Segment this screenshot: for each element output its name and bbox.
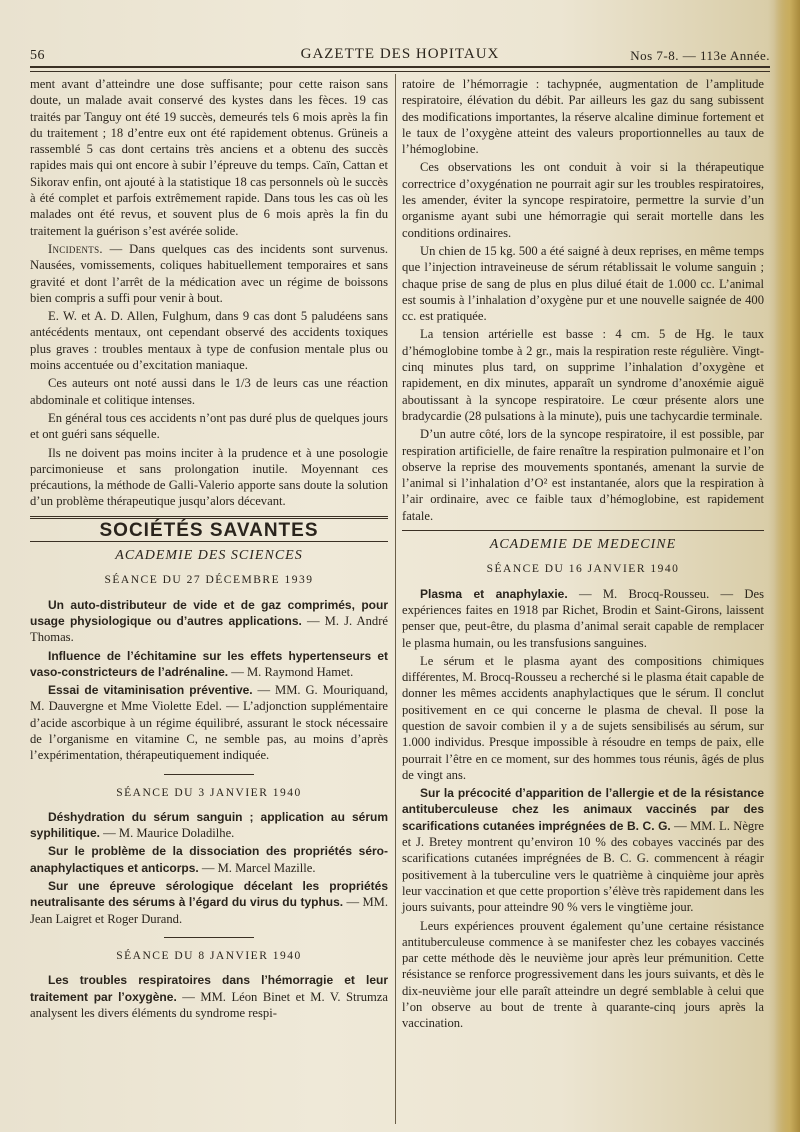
- seance-heading: SÉANCE DU 16 JANVIER 1940: [486, 563, 680, 576]
- separator: [402, 530, 764, 531]
- communication: [30, 809, 388, 842]
- communication-author: — MM. Jean Laigret et Roger Durand.: [30, 895, 389, 926]
- communication: [30, 972, 388, 1021]
- communication: [30, 682, 388, 763]
- communication: [30, 843, 388, 876]
- column-divider: [395, 74, 396, 1124]
- seance-heading: SÉANCE DU 27 DÉCEMBRE 1939: [104, 574, 314, 587]
- incidents-text: — Dans quelques cas des incidents sont survenus. Nausées, vomissements, coliques habituellement temporaires et sans gravité et dont l’arrêt de la médication avec un régime de boissons bien compris a suffi pour venir à bout.: [30, 241, 388, 305]
- communication-text: — MM. G. Mouriquand, M. Dauvergne et Mme Violette Edel. — L’adjonction supplémentaire d’acide ascorbique à un régime équilibré, assurant le stock nécessaire de l’organisme en vitamine C, ne semble pas, au moins d’après l’expérimentation, thérapeutiquement indiquée.: [30, 683, 388, 763]
- paragraph: Ces observations les ont conduit à voir si la thérapeutique correctrice d’oxygénation ne pourrait agir sur les troubles respiratoires, les amender, éviter la syncope respiratoire, permettre la survie d’un organisme ayant subi une hémorragie qui serait mortelle dans les conditions ordinaires.: [402, 160, 764, 240]
- communication-author: — MM. Léon Binet et M. V. Strumza analysent les divers éléments du syndrome respi-: [30, 989, 388, 1020]
- issue-number: Nos 7-8. — 113e Année.: [630, 48, 770, 63]
- journal-title: GAZETTE DES HOPITAUX: [300, 46, 500, 62]
- communication-title: Déshydration du sérum sanguin ; application au sérum syphilitique.: [30, 809, 388, 841]
- communication-text: — MM. L. Nègre et J. Bretey montrent qu’environ 10 % des cobayes vaccinés par des scarifications cutanées imprégnées de B. C. G. commencent à réagir positivement à la tuberculine vers le quatrième à cinquième jour après leur vaccination et que cette proportion s’élève très rapidement dans les jours suivants, pour atteindre 90 % vers le vingtième jour.: [402, 818, 764, 915]
- paragraph: ment avant d’atteindre une dose suffisante; pour cette raison sans doute, un malade avait conservé des kystes dans les fèces. 19 cas traités par Tanguy ont été 19 succès, demeurés tels 6 mois après la fin du traitement ; 18 d’entre eux ont été rapidement obtenus. Grüneis a rassemblé 5 cas dont certains très anciens et a obtenu des succès rapides mais qui ont encore à subir l’épreuve du temps. Caïn, Cattan et Sikorav enfin, ont ajouté à la statistique 18 cas personnels où le succès à été complet et parfois extrêmement rapide. Dans tous les cas où les malades ont été revus, et souvent plus de 6 mois après la fin du traitement la guérison s’est avérée solide.: [30, 77, 388, 238]
- header-rule: [30, 66, 770, 72]
- communication: [30, 878, 388, 927]
- paragraph: En général tous ces accidents n’ont pas duré plus de quelques jours et ont guéri sans séquelle.: [30, 410, 388, 442]
- communication: [30, 648, 388, 681]
- paragraph: La tension artérielle est basse : 4 cm. 5 de Hg. le taux d’hémoglobine tombe à 2 gr., mais la respiration reste régulière. Vingt-cinq minutes plus tard, on supprime l’inhalation d’oxygène et rapidement, en dix minutes, apparaît un syndrome d’anoxémie aiguë aboutissant à la syncope respiratoire. Le cœur présente alors une bradycardie (28 pulsations à la minute), puis une tachycardie terminale.: [402, 327, 764, 423]
- page-number: 56: [30, 48, 45, 63]
- communication-title: Sur la précocité d’apparition de l’allergie et de la résistance antituberculeuse chez les animaux vaccinés par des scarifications cutanées imprégnées de B. C. G.: [402, 786, 764, 833]
- communication-title: Plasma et anaphylaxie.: [420, 586, 568, 601]
- paragraph: Ces auteurs ont noté aussi dans le 1/3 de leurs cas une réaction abdominale et colitique intenses.: [30, 376, 388, 407]
- paragraph: Ils ne doivent pas moins inciter à la prudence et à une posologie parcimonieuse et sans prolongation inutile. Moyennant ces précautions, la méthode de Galli-Valerio apporte sans doute la solution d’un problème thérapeutique jusqu’alors décevant.: [30, 445, 388, 509]
- paragraph: Leurs expériences prouvent également qu’une certaine résistance antituberculeuse commence à se manifester chez les cobayes vaccinés par cette méthode dès le neuvième jour après leur prémunition. Cette résistance se renforce progressivement dans les jours suivants, et dès le dix-neuvième jour elle paraît atteindre un degré semblable à celui que l’on observe au bout de trente à quarante-cinq jours après la vaccination.: [402, 918, 764, 1031]
- communication-title: Les troubles respiratoires dans l’hémorragie et leur traitement par l’oxygène.: [30, 973, 388, 1004]
- communication-text: — M. Brocq-Rousseu. — Des expériences faites en 1918 par Richet, Brodin et Saint-Girons, laissent penser que, peut-être, du plasma d’animal serait capable de remplacer le plasma humain, ou les transfusions sanguines.: [402, 586, 764, 650]
- page-edge: [774, 0, 800, 1132]
- communication-title: Sur une épreuve sérologique décelant les propriétés neutralisante des sérums à l’égard du virus du typhus.: [30, 879, 388, 910]
- seance-heading: SÉANCE DU 3 JANVIER 1940: [116, 786, 302, 799]
- paragraph: E. W. et A. D. Allen, Fulghum, dans 9 cas dont 5 paludéens sans antécédents mentaux, ont cependant observé des accidents toxiques plus graves : troubles mentaux à type de confusion mentale plus ou moins accentuée ou d’excitation maniaque.: [30, 309, 388, 373]
- communication-author: — M. Raymond Hamet.: [228, 664, 354, 679]
- communication: [402, 785, 764, 915]
- page-header: [30, 44, 770, 68]
- communication-title: Essai de vitaminisation préventive.: [48, 683, 253, 698]
- communication-author: — M. J. André Thomas.: [30, 613, 388, 645]
- left-column: [30, 76, 388, 1023]
- communication-title: Sur le problème de la dissociation des propriétés séro-anaphylactiques et anticorps.: [30, 844, 388, 875]
- paragraph-incidents: [30, 241, 388, 306]
- incidents-label: Incidents.: [48, 241, 103, 256]
- paragraph: Un chien de 15 kg. 500 a été saigné à deux reprises, en même temps que l’injection intraveineuse de sérum rétablissait le volume sanguin ; chaque prise de sang de plus en plus dilué était de 1.000 cc. L’animal est soumis à l’inhalation d’oxygène pur et une nouvelle saignée de 400 cc. est pratiquée.: [402, 243, 764, 324]
- communication-title: Influence de l’échitamine sur les effets hypertenseurs et vaso-constricteurs de l’adrénaline.: [30, 648, 388, 679]
- seance-heading: SÉANCE DU 8 JANVIER 1940: [116, 949, 302, 962]
- separator: [164, 937, 254, 938]
- communication: [402, 586, 764, 651]
- paragraph: ratoire de l’hémorragie : tachypnée, augmentation de l’amplitude respiratoire, élévation du débit. Par ailleurs les gaz du sang subissent des modifications importantes, la réserve alcaline diminue fortement et le taux de l’oxygène atteint des valeurs proportionnelles au taux de l’hémoglobine.: [402, 77, 764, 157]
- communication-author: — M. Maurice Doladilhe.: [100, 826, 235, 841]
- separator: [164, 774, 254, 775]
- paragraph: D’un autre côté, lors de la syncope respiratoire, il est possible, par respiration artificielle, de faire renaître la respiration pulmonaire et l’on observe la reprise des mouvements spontanés, amenant la survie de l’animal si l’inhalation d’O² est instantanée, alors que la respiration à l’air ordinaire, avec ce faible taux d’hémoglobine, est rapidement fatale.: [402, 427, 764, 523]
- section-title: SOCIÉTÉS SAVANTES: [30, 516, 388, 542]
- communication: [30, 597, 388, 646]
- paragraph: Le sérum et le plasma ayant des compositions chimiques différentes, M. Brocq-Rousseu a recherché si le plasma était capable de donner les mêmes accidents anaphylactiques que le sérum. Il conclut positivement en ce qui concerne le plasma de cheval. Il pose la question de savoir combien il y a de sujets sensibilisés au sérum, sur 1.000 individus. Presque impossible à résoudre en temps de paix, elle pourrait l’être en ce moment, sur des hommes tous réunis, âgés de plus de vingt ans.: [402, 653, 764, 782]
- right-column: [402, 76, 764, 1034]
- communication-title: Un auto-distributeur de vide et de gaz comprimés, pour usage physiologique ou d’autres applications.: [30, 597, 388, 628]
- communication-author: — M. Marcel Mazille.: [198, 860, 316, 875]
- academy-heading: ACADEMIE DES SCIENCES: [115, 548, 303, 564]
- academy-heading: ACADEMIE DE MEDECINE: [489, 537, 677, 553]
